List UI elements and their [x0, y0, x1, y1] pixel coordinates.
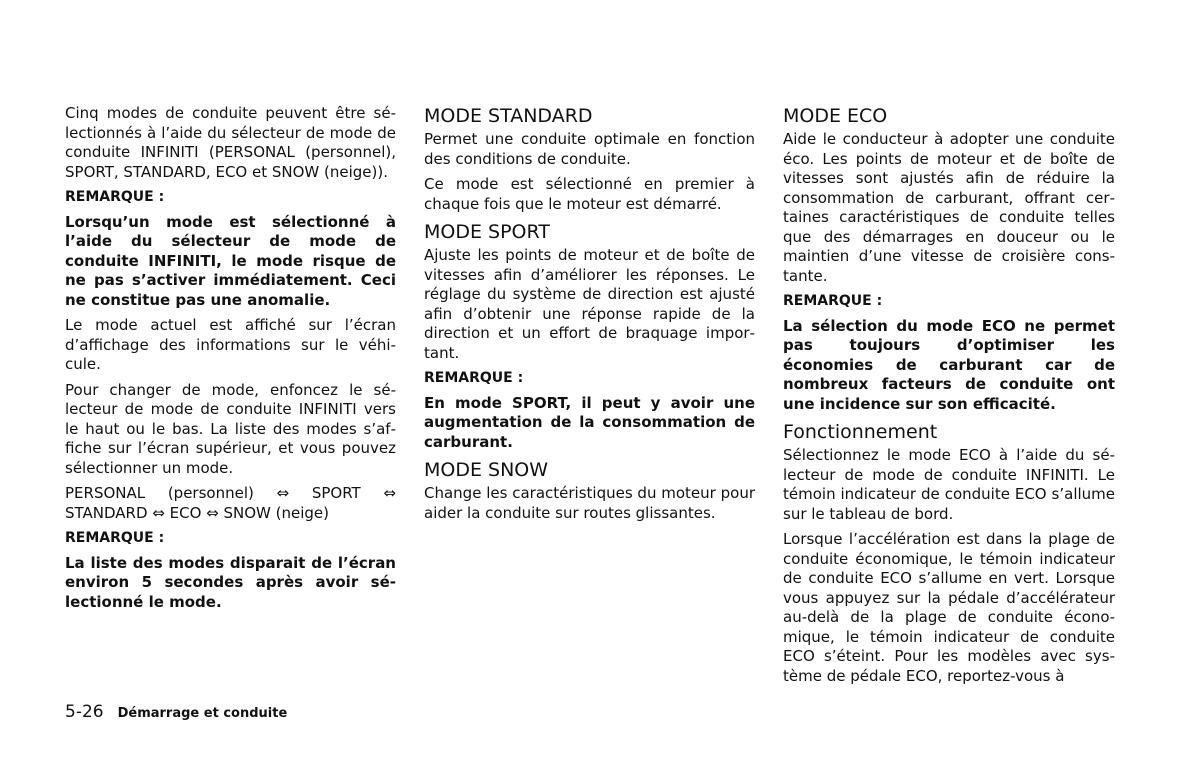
middle-column — [424, 104, 755, 529]
note-label: REMARQUE : — [65, 530, 165, 546]
sport-paragraph: Ajuste les points de moteur et de boîte de vitesses afin d’améliorer les réponses. Le réglage du système de direction est ajusté afin d’obtenir une réponse rapide de la direction et un effort de braquage important. — [424, 246, 755, 362]
page-number: 5-26 — [65, 702, 104, 722]
fonctionnement-paragraph-1: Sélectionnez le mode ECO à l’aide du sélecteur de mode de conduite INFINITI. Le témoin indicateur de conduite ECO s’allume sur le tableau de bord. — [783, 446, 1115, 523]
mode-sequence: PERSONAL (personnel) ⇔ SPORT ⇔ STANDARD ⇔ ECO ⇔ SNOW (neige) — [65, 484, 396, 522]
change-mode-paragraph: Pour changer de mode, enfoncez le sélecteur de mode de conduite INFINITI vers le haut ou le bas. La liste des modes s’affiche sur l’écran supérieur, et vous pouvez sélectionner un mode. — [65, 380, 396, 477]
note-text: La sélection du mode ECO ne permet pas toujours d’optimiser les économies de carburant car de nombreux facteurs de conduite ont une incidence sur son efficacité. — [783, 316, 1115, 413]
page-footer — [65, 702, 287, 722]
current-mode-paragraph: Le mode actuel est affiché sur l’écran d’affichage des informations sur le véhicule. — [65, 316, 396, 373]
heading-fonctionnement: Fonctionnement — [783, 421, 938, 443]
left-column — [65, 104, 396, 618]
right-column — [783, 104, 1115, 692]
section-title: Démarrage et conduite — [117, 706, 288, 721]
heading-mode-sport: MODE SPORT — [424, 221, 550, 243]
standard-paragraph-2: Ce mode est sélectionné en premier à chaque fois que le moteur est démarré. — [424, 175, 755, 213]
snow-paragraph: Change les caractéristiques du moteur pour aider la conduite sur routes glissantes. — [424, 484, 755, 522]
heading-mode-eco: MODE ECO — [783, 105, 888, 127]
eco-paragraph: Aide le conducteur à adopter une conduite éco. Les points de moteur et de boîte de vitesses sont ajustés afin de réduire la consommation de carburant, offrant certaines caractéristiques de conduite telles que des démarrages en douceur ou le maintien d’une vitesse de croisière constante. — [783, 130, 1115, 285]
note-text: Lorsqu’un mode est sélectionné à l’aide du sélecteur de mode de conduite INFINITI, le mode risque de ne pas s’activer immédiatement. Ceci ne constitue pas une anomalie. — [65, 212, 396, 309]
note-text: La liste des modes disparait de l’écran environ 5 secondes après avoir sélectionné le mode. — [65, 553, 396, 611]
note-label: REMARQUE : — [65, 189, 165, 205]
note-label: REMARQUE : — [783, 293, 883, 309]
heading-mode-snow: MODE SNOW — [424, 459, 549, 481]
standard-paragraph-1: Permet une conduite optimale en fonction des conditions de conduite. — [424, 130, 755, 168]
note-text: En mode SPORT, il peut y avoir une augmentation de la consommation de carburant. — [424, 393, 755, 451]
heading-mode-standard: MODE STANDARD — [424, 105, 593, 127]
intro-paragraph: Cinq modes de conduite peuvent être sélectionnés à l’aide du sélecteur de mode de conduite INFINITI (PERSONAL (personnel), SPORT, STANDARD, ECO et SNOW (neige)). — [65, 104, 396, 181]
fonctionnement-paragraph-2: Lorsque l’accélération est dans la plage de conduite économique, le témoin indicateur de conduite ECO s’allume en vert. Lorsque vous appuyez sur la pédale d’accélérateur au-delà de la plage de conduite économique, le témoin indicateur de conduite ECO s’éteint. Pour les modèles avec système de pédale ECO, reportez-vous à — [783, 530, 1115, 685]
note-label: REMARQUE : — [424, 370, 524, 386]
